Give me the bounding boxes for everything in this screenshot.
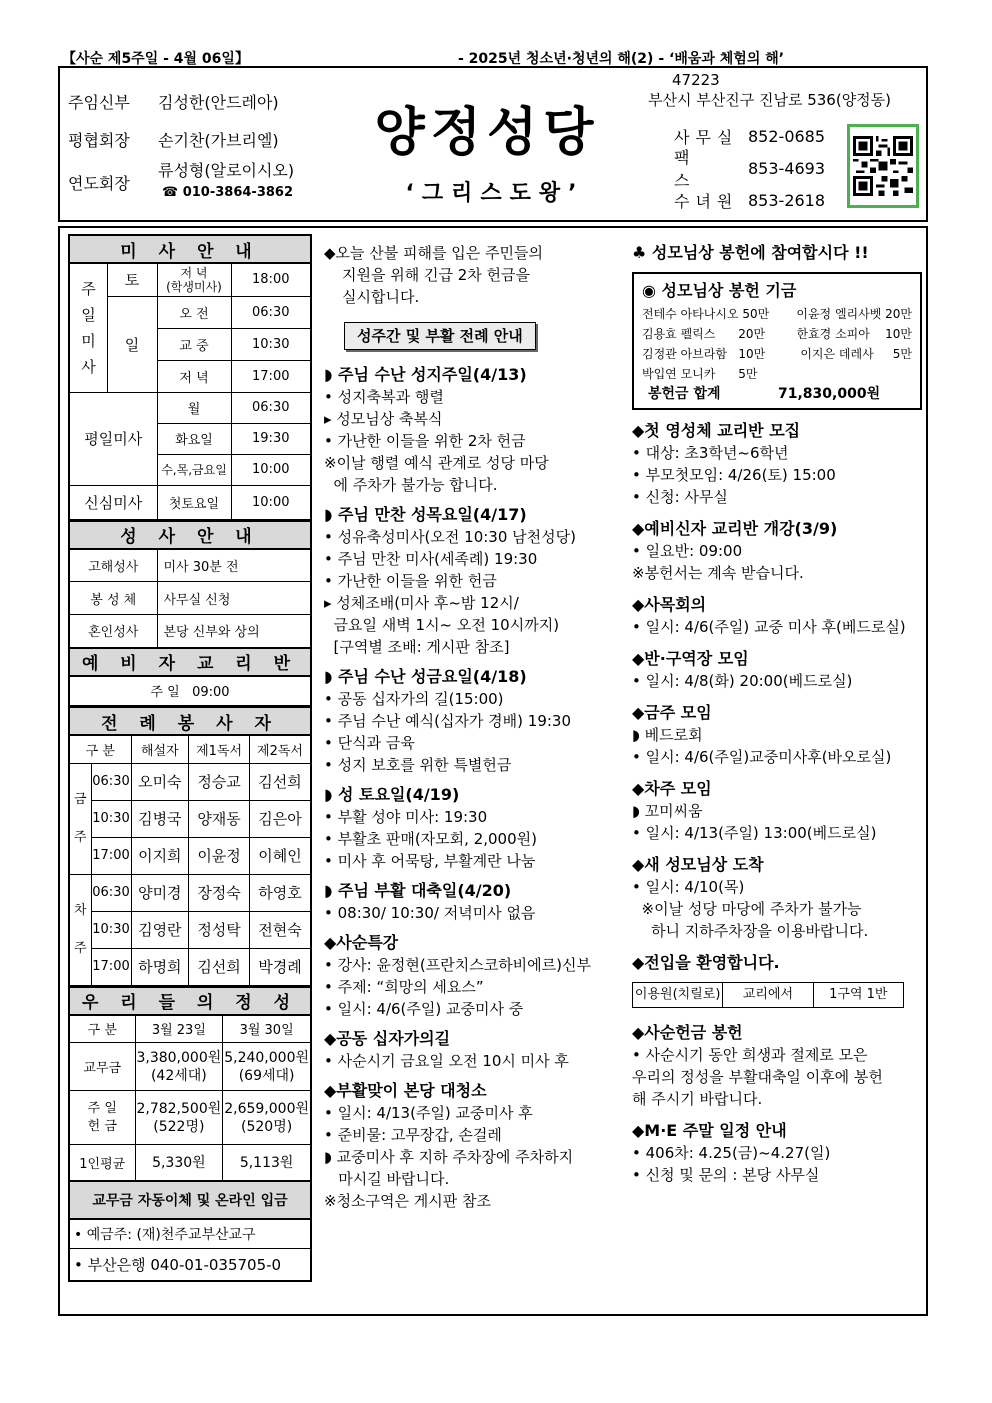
news-line: • 부모첫모임: 4/26(토) 15:00 — [632, 466, 836, 484]
section-line: • 성유축성미사(오전 10:30 남천성당) — [324, 528, 576, 546]
staff-name: 손기찬(가브리엘) — [158, 130, 279, 150]
section-line: ※청소구역은 게시판 참조 — [324, 1192, 492, 1210]
mass-schedule-table — [68, 234, 312, 520]
offering-header: 3월 23일 — [135, 1015, 223, 1043]
server-name: 하명희 — [131, 948, 189, 985]
news-heading: ◆M·E 주말 일정 안내 — [632, 1121, 787, 1140]
section-line: • 사순시기 금요일 오전 10시 미사 후 — [324, 1052, 569, 1070]
postcode: 47223 — [672, 71, 720, 89]
notice-line: 지원을 위해 긴급 2차 헌금을 — [342, 266, 531, 284]
news-line: • 대상: 초3학년~6학년 — [632, 444, 789, 462]
donor: 박입연 모니카 5만 — [642, 367, 758, 381]
transfer-account: • 부산은행 040-01-035705-0 — [69, 1249, 311, 1281]
offering-value: 3,380,000원 (42세대) — [135, 1043, 223, 1091]
section-heading: ◗ 주님 수난 성지주일(4/13) — [324, 365, 527, 384]
donor: 이윤정 엘리사벳 20만 — [796, 307, 912, 321]
offering-type: 주 일 헌 금 — [69, 1091, 135, 1145]
section-line: 금요일 새벽 1시~ 오전 10시까지) — [324, 616, 560, 634]
sacrament-info: 사무실 신청 — [157, 582, 311, 615]
server-name: 하영호 — [249, 874, 311, 911]
fund-row — [642, 324, 912, 344]
fund-row — [642, 344, 912, 364]
offering-header: 구 분 — [69, 1015, 135, 1043]
staff-phone: ☎ 010-3864-3862 — [162, 185, 294, 200]
news-heading: ◆새 성모님상 도착 — [632, 855, 764, 874]
bulletin-header — [58, 66, 928, 222]
news-line: 하니 지하주차장을 이용바랍니다. — [632, 922, 869, 940]
fund-row — [642, 304, 912, 324]
section-line: • 강사: 윤정현(프란치스코하비에르)신부 — [324, 956, 591, 974]
statue-fund-box — [632, 272, 922, 410]
sacrament-info: 본당 신부와 상의 — [157, 615, 311, 648]
servers-header: 제2독서 — [249, 735, 311, 763]
staff-role: 주임신부 — [68, 92, 130, 112]
welcome-cell: 1구역 1반 — [829, 987, 888, 1002]
mass-slot-label: 교 중 — [157, 328, 231, 360]
section-heading: ◆공동 십자가의길 — [324, 1029, 451, 1048]
section-line: 에 주차가 불가능 합니다. — [324, 476, 498, 494]
liturgy-servers-table — [68, 706, 312, 986]
bulletin-body — [58, 226, 928, 1316]
server-name: 김병국 — [131, 800, 189, 837]
weekday-slot-label: 월 — [157, 392, 231, 423]
sacrament-title: 성 사 안 내 — [69, 521, 311, 549]
welcome-heading: ◆전입을 환영합니다. — [632, 953, 780, 972]
donor: 전테수 아타나시오 50만 — [642, 307, 770, 321]
section-line: • 08:30/ 10:30/ 저녁미사 없음 — [324, 904, 536, 922]
parish-title: 양정성당 — [374, 103, 600, 163]
section-line: • 부활 성야 미사: 19:30 — [324, 808, 488, 826]
mass-slot-time: 10:30 — [231, 328, 311, 360]
news-heading: ◆금주 모임 — [632, 703, 712, 722]
news-line: • 일시: 4/6(주일)교중미사후(바오로실) — [632, 748, 892, 766]
offering-title: 우 리 들 의 정 성 — [69, 987, 311, 1015]
sacrament-name: 봉 성 체 — [69, 582, 157, 615]
server-name: 오미숙 — [131, 763, 189, 800]
news-line: • 일시: 4/10(목) — [632, 878, 745, 896]
donor: 한효경 소피아 10만 — [796, 327, 912, 341]
servers-time: 10:30 — [91, 800, 131, 837]
server-name: 박경례 — [249, 948, 311, 985]
catechumen-time: 주 일 09:00 — [69, 676, 311, 706]
section-line: • 주제: “희망의 세요스” — [324, 978, 484, 996]
section-line: ▸ 성모님상 축복식 — [324, 410, 443, 428]
server-name: 이혜인 — [249, 837, 311, 874]
offering-type: 교무금 — [69, 1043, 135, 1091]
notice-line: ◆오늘 산불 피해를 입은 주민들의 — [324, 244, 543, 262]
server-name: 전현숙 — [249, 911, 311, 948]
phone-number: 853-2618 — [748, 190, 826, 210]
section-heading: ◗ 주님 만찬 성목요일(4/17) — [324, 505, 527, 524]
news-line: • 일요반: 09:00 — [632, 542, 743, 560]
sunday-label: 일 — [107, 296, 157, 392]
section-line: 마시길 바랍니다. — [324, 1170, 450, 1188]
fund-row — [642, 364, 912, 384]
news-line: 해 주시기 바랍니다. — [632, 1090, 763, 1108]
servers-time: 10:30 — [91, 911, 131, 948]
devotional-mass-time: 10:00 — [231, 485, 311, 519]
saturday-label: 토 — [107, 263, 157, 296]
qr-code-icon[interactable] — [847, 124, 919, 208]
left-column — [68, 234, 312, 1282]
welcome-cell: 이용원(치릴로) — [633, 983, 723, 1007]
staff-name: 김성한(안드레아) — [158, 92, 279, 112]
news-line: • 사순시기 동안 희생과 절제로 모은 — [632, 1046, 868, 1064]
news-line: ※이날 성당 마당에 주차가 불가능 — [632, 900, 862, 918]
phone-label: 사무실 — [674, 127, 739, 147]
issue-date: 【사순 제5주일 - 4월 06일】 — [62, 51, 249, 67]
news-line: 우리의 정성을 부활대축일 이후에 봉헌 — [632, 1068, 883, 1086]
news-heading: ◆첫 영성체 교리반 모집 — [632, 421, 801, 440]
weekday-slot-time: 06:30 — [231, 392, 311, 423]
address: 부산시 부산진구 진남로 536(양정동) — [648, 91, 892, 109]
servers-week-label: 차주 — [69, 874, 91, 985]
staff-role: 평협회장 — [68, 130, 130, 150]
offering-value: 2,659,000원 (520명) — [223, 1091, 311, 1145]
weekday-slot-label: 화요일 — [157, 423, 231, 454]
news-line: • 일시: 4/13(주일) 13:00(베드로실) — [632, 824, 877, 842]
address-block — [648, 70, 891, 110]
server-name: 장정숙 — [189, 874, 250, 911]
fund-total-label: 봉헌금 합계 — [648, 386, 721, 402]
staff-name: 류성형(알로이시오) — [158, 161, 295, 180]
section-line: ◗ 교중미사 후 지하 주차장에 주차하지 — [324, 1148, 574, 1166]
news-line: • 일시: 4/8(화) 20:00(베드로실) — [632, 672, 853, 690]
section-heading: ◗ 성 토요일(4/19) — [324, 785, 460, 804]
section-heading: ◆사순특강 — [324, 933, 399, 952]
liturgy-column — [324, 242, 624, 1212]
devotional-mass-day: 첫토요일 — [157, 485, 231, 519]
server-name: 양미경 — [131, 874, 189, 911]
notice-line: 실시합니다. — [342, 288, 420, 306]
sacrament-info: 미사 30분 전 — [157, 549, 311, 582]
server-name: 이지희 — [131, 837, 189, 874]
year-theme: - 2025년 청소년·청년의 해(2) - ‘배움과 체험의 해’ — [458, 51, 785, 67]
section-line: • 주님 수난 예식(십자가 경배) 19:30 — [324, 712, 572, 730]
mass-schedule-title: 미 사 안 내 — [69, 235, 311, 263]
section-heading: ◗ 주님 수난 성금요일(4/18) — [324, 667, 527, 686]
server-name: 김은아 — [249, 800, 311, 837]
server-name: 김선희 — [189, 948, 250, 985]
section-line: • 부활초 판매(자모회, 2,000원) — [324, 830, 537, 848]
donor: 김용효 펠릭스 20만 — [642, 327, 766, 341]
phone-label: 팩스 — [674, 148, 716, 190]
server-name: 이윤정 — [189, 837, 250, 874]
mass-slot-label: 저 녁 — [157, 360, 231, 392]
news-line: ※봉헌서는 계속 받습니다. — [632, 564, 804, 582]
staff-list — [68, 82, 294, 206]
news-heading: ◆차주 모임 — [632, 779, 712, 798]
server-name: 정승교 — [189, 763, 250, 800]
section-line: ※이날 행렬 예식 관계로 성당 마당 — [324, 454, 549, 472]
section-heading: ◗ 주님 부활 대축일(4/20) — [324, 881, 512, 900]
news-column — [632, 242, 922, 1186]
servers-time: 06:30 — [91, 763, 131, 800]
section-line: • 일시: 4/6(주일) 교중미사 중 — [324, 1000, 524, 1018]
news-heading: ◆사목회의 — [632, 595, 707, 614]
section-line: • 일시: 4/13(주일) 교중미사 후 — [324, 1104, 533, 1122]
offering-header: 3월 30일 — [223, 1015, 311, 1043]
donor: 이지은 데레사 5만 — [800, 347, 912, 361]
offering-type: 1인평균 — [69, 1145, 135, 1181]
offering-value: 2,782,500원 (522명) — [135, 1091, 223, 1145]
phone-label: 수녀원 — [674, 191, 739, 211]
news-heading: ◆반·구역장 모임 — [632, 649, 749, 668]
mass-slot-time: 06:30 — [231, 296, 311, 328]
section-line: • 가난한 이들을 위한 헌금 — [324, 572, 497, 590]
mass-slot-label: 오 전 — [157, 296, 231, 328]
holy-week-box-title: 성주간 및 부활 전례 안내 — [344, 322, 536, 350]
servers-title: 전 례 봉 사 자 — [69, 707, 311, 735]
staff-role: 연도회장 — [68, 173, 130, 193]
saturday-time: 18:00 — [231, 263, 311, 296]
sacrament-table — [68, 520, 312, 707]
servers-time: 06:30 — [91, 874, 131, 911]
weekday-slot-time: 19:30 — [231, 423, 311, 454]
transfer-holder: • 예금주: (재)천주교부산교구 — [69, 1219, 311, 1249]
weekday-slot-time: 10:00 — [231, 454, 311, 485]
servers-week-label: 금주 — [69, 763, 91, 874]
section-line: [구역별 조배: 게시판 참조] — [324, 638, 510, 656]
section-line: • 가난한 이들을 위한 2차 헌금 — [324, 432, 526, 450]
parish-motto: ‘그리스도왕’ — [405, 181, 585, 206]
section-line: ▸ 성체조배(미사 후~밤 12시/ — [324, 594, 519, 612]
welcome-table — [632, 982, 904, 1008]
section-line: • 공동 십자가의 길(15:00) — [324, 690, 504, 708]
fund-total-row — [642, 384, 912, 404]
section-line: • 단식과 금육 — [324, 734, 415, 752]
phone-number: 853-4693 — [748, 158, 826, 178]
phone-number: 852-0685 — [748, 126, 826, 146]
servers-header: 해설자 — [131, 735, 189, 763]
fund-title: ◉ 성모님상 봉헌 기금 — [642, 281, 797, 300]
news-line: ◗ 꼬미씨움 — [632, 802, 703, 820]
sacrament-name: 혼인성사 — [69, 615, 157, 648]
news-line: • 신청: 사무실 — [632, 488, 728, 506]
server-name: 김선희 — [249, 763, 311, 800]
section-line: • 준비물: 고무장갑, 손걸레 — [324, 1126, 502, 1144]
server-name: 김영란 — [131, 911, 189, 948]
sacrament-name: 고해성사 — [69, 549, 157, 582]
mass-slot-time: 17:00 — [231, 360, 311, 392]
servers-time: 17:00 — [91, 837, 131, 874]
transfer-title: 교무금 자동이체 및 온라인 입금 — [69, 1181, 311, 1219]
sunday-mass-label: 주일미사 — [69, 263, 107, 392]
donor: 김정관 아브라함 10만 — [642, 347, 766, 361]
offering-value: 5,240,000원 (69세대) — [223, 1043, 311, 1091]
weekday-mass-label: 평일미사 — [69, 392, 157, 485]
devotional-mass-label: 신심미사 — [69, 485, 157, 519]
server-name: 양재동 — [189, 800, 250, 837]
catechumen-title: 예 비 자 교 리 반 — [69, 648, 311, 676]
news-line: • 일시: 4/6(주일) 교중 미사 후(베드로실) — [632, 618, 906, 636]
servers-header: 제1독서 — [189, 735, 250, 763]
saturday-time-label: 저 녁 (학생미사) — [157, 263, 231, 296]
fund-total-value: 71,830,000원 — [778, 386, 881, 402]
news-line: • 신청 및 문의 : 본당 사무실 — [632, 1166, 820, 1184]
section-heading: ◆부활맞이 본당 대청소 — [324, 1081, 487, 1100]
welcome-cell: 교리에서 — [723, 983, 813, 1007]
offering-value: 5,113원 — [223, 1145, 311, 1181]
servers-time: 17:00 — [91, 948, 131, 985]
servers-header: 구 분 — [69, 735, 131, 763]
weekday-slot-label: 수,목,금요일 — [157, 454, 231, 485]
offering-value: 5,330원 — [135, 1145, 223, 1181]
news-heading: ◆사순헌금 봉헌 — [632, 1023, 743, 1042]
section-line: • 미사 후 어묵탕, 부활계란 나눔 — [324, 852, 536, 870]
server-name: 정성탁 — [189, 911, 250, 948]
statue-heading: ♣ 성모님상 봉헌에 참여합시다 !! — [632, 243, 869, 262]
news-line: • 406차: 4.25(금)~4.27(일) — [632, 1144, 831, 1162]
top-line — [62, 48, 930, 68]
section-line: • 성지 보호를 위한 특별헌금 — [324, 756, 512, 774]
phone-list — [674, 120, 825, 216]
news-heading: ◆예비신자 교리반 개강(3/9) — [632, 519, 838, 538]
section-line: • 주님 만찬 미사(세족례) 19:30 — [324, 550, 538, 568]
news-line: ◗ 베드로회 — [632, 726, 703, 744]
section-line: • 성지축복과 행렬 — [324, 388, 444, 406]
offering-table — [68, 986, 312, 1282]
